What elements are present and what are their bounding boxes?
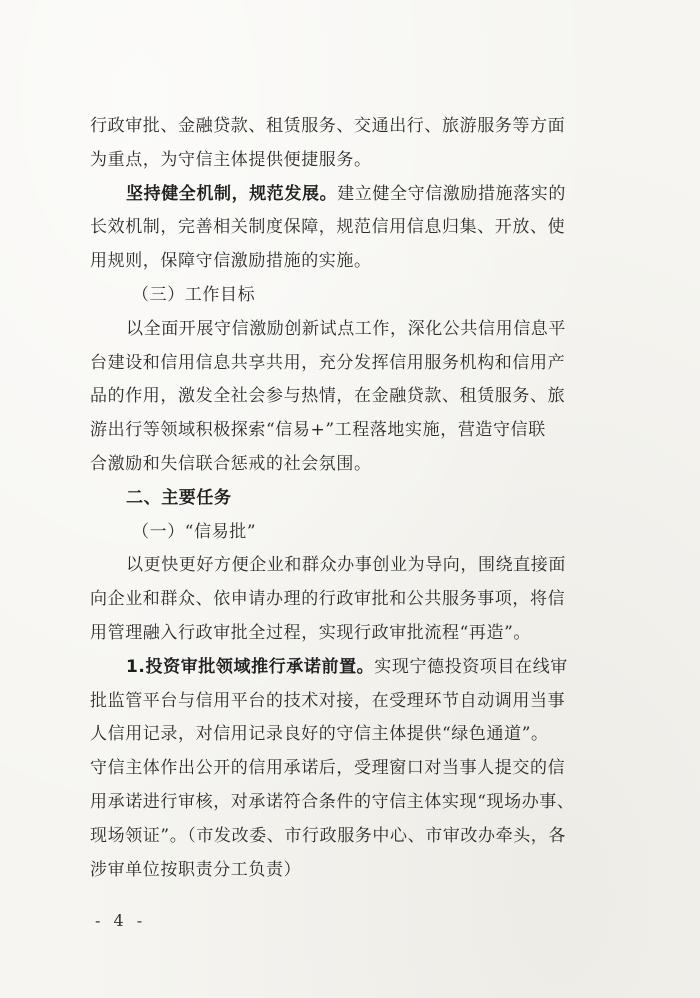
paragraph-line: 批监管平台与信用平台的技术对接，在受理环节自动调用当事 [90, 690, 566, 711]
paragraph-line: 人信用记录，对信用记录良好的守信主体提供“绿色通道”。 [90, 724, 549, 745]
paragraph-text: 实现宁德投资项目在线审 [374, 656, 568, 677]
paragraph-line [90, 178, 620, 212]
paragraph-line: 合激励和失信联合惩戒的社会氛围。 [90, 453, 372, 474]
paragraph-line: 用承诺进行审核，对承诺符合条件的守信主体实现“现场办事、 [90, 791, 575, 812]
paragraph-line: 涉审单位按职责分工负责） [90, 859, 302, 880]
section-title: （三）工作目标 [132, 284, 256, 305]
paragraph-line: 用规则，保障守信激励措施的实施。 [90, 251, 372, 272]
paragraph-line: 台建设和信用信息共享共用，充分发挥信用服务机构和信用产 [90, 352, 566, 373]
main-heading: 二、主要任务 [126, 487, 232, 508]
paragraph-line: 向企业和群众、依申请办理的行政审批和公共服务事项，将信 [90, 589, 566, 610]
paragraph-line: 品的作用，激发全社会参与热情，在金融贷款、租赁服务、旅 [90, 386, 566, 407]
paragraph-line: 长效机制，完善相关制度保障，规范信用信息归集、开放、使 [90, 217, 566, 238]
paragraph-line: 守信主体作出公开的信用承诺后，受理窗口对当事人提交的信 [90, 758, 566, 779]
paragraph-line: 游出行等领域积极探索“信易+”工程落地实施，营造守信联 [90, 420, 546, 441]
page-number: - 4 - [95, 911, 147, 930]
paragraph-line: 为重点，为守信主体提供便捷服务。 [90, 149, 372, 170]
paragraph-line: 行政审批、金融贷款、租赁服务、交通出行、旅游服务等方面 [90, 116, 566, 136]
paragraph-line: 现场领证”。（市发改委、市行政服务中心、市审改办牵头，各 [90, 825, 566, 846]
paragraph-line [90, 651, 620, 685]
paragraph-line: 以更快更好方便企业和群众办事创业为导向，围绕直接面 [126, 555, 566, 576]
paragraph-line: 用管理融入行政审批全过程，实现行政审批流程“再造”。 [90, 622, 531, 643]
subheading: （一）“信易批” [132, 521, 257, 542]
bold-lead-text: 坚持健全机制，规范发展。 [126, 183, 338, 204]
document-body [90, 110, 620, 887]
bold-lead-text: 1.投资审批领域推行承诺前置。 [126, 656, 375, 677]
paragraph-line: 以全面开展守信激励创新试点工作，深化公共信用信息平 [126, 318, 566, 339]
paragraph-text: 建立健全守信激励措施落实的 [337, 183, 567, 204]
